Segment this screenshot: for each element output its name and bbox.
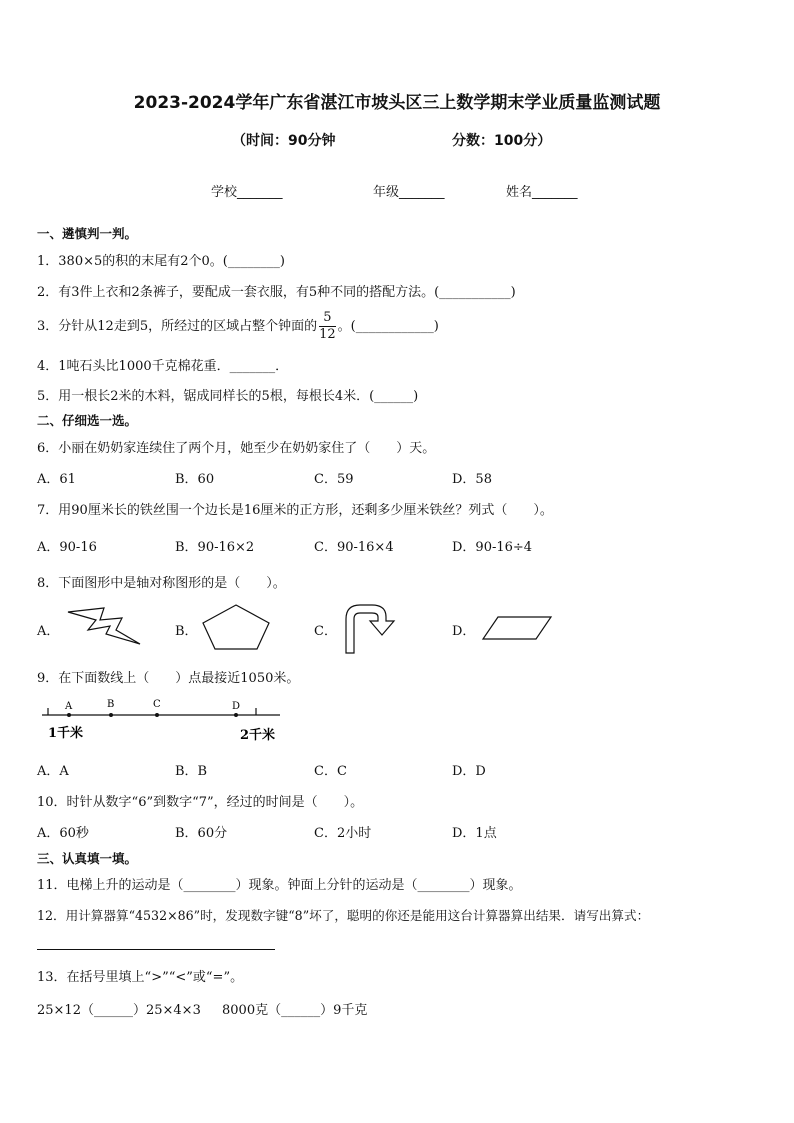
q7-option-a: A．90-16 [37,540,97,555]
question-8: 8．下面图形中是轴对称图形的是（ ）。 [37,576,286,591]
question-3-text: 3．分针从12走到5，所经过的区域占整个钟面的 [37,319,318,334]
section-1-heading: 一、遴慎判一判。 [37,226,138,241]
exam-time: （时间：90分钟 [232,133,336,149]
number-line [40,697,285,745]
q6-option-b: B．60 [175,472,215,487]
question-13-part-a: 25×12（______）25×4×3 [37,1003,201,1018]
q9-option-d: D．D [452,764,486,779]
school-field: 学校_______ [211,185,283,200]
question-4: 4．1吨石头比1000千克棉花重．_______． [37,359,289,374]
q8-option-a: A． [37,624,60,639]
q9-option-b: B．B [175,764,208,779]
section-2-heading: 二、仔细选一选。 [37,413,138,428]
question-13: 13．在括号里填上“>”“<”或“=”。 [37,970,244,985]
q10-option-b: B．60分 [175,826,228,841]
q6-option-d: D．58 [452,472,492,487]
pentagon-shape [200,603,272,651]
question-1: 1．380×5的积的末尾有2个0。(________) [37,254,285,269]
q10-option-c: C．2小时 [314,826,372,841]
fraction [319,310,336,343]
question-6: 6．小丽在奶奶家连续住了两个月，她至少在奶奶家住了（ ）天。 [37,441,436,456]
question-9: 9．在下面数线上（ ）点最接近1050米。 [37,671,300,686]
question-10: 10．时针从数字“6”到数字“7”，经过的时间是（ ）。 [37,795,364,810]
q9-option-a: A．A [37,764,69,779]
curved-arrow-shape [342,601,398,655]
q7-option-c: C．90-16×4 [314,540,394,555]
q8-option-d: D． [452,624,476,639]
point-d-label: D [232,701,241,712]
page-title: 2023-2024学年广东省湛江市坡头区三上数学期末学业质量监测试题 [133,93,661,113]
fraction-numerator: 5 [319,310,336,327]
fraction-denominator: 12 [319,327,336,342]
q6-option-a: A．61 [37,472,76,487]
question-2: 2．有3件上衣和2条裤子，要配成一套衣服，有5种不同的搭配方法。(___________) [37,285,516,300]
name-field: 姓名_______ [506,185,578,200]
section-3-heading: 三、认真填一填。 [37,851,138,866]
question-3-blank: 。(____________) [337,319,439,334]
q8-option-c: C． [314,624,337,639]
question-7: 7．用90厘米长的铁丝围一个边长是16厘米的正方形，还剩多少厘米铁丝？列式（ ）。 [37,503,553,518]
q7-option-b: B．90-16×2 [175,540,255,555]
point-c-label: C [153,699,161,710]
answer-line [37,949,275,950]
q10-option-a: A．60秒 [37,826,89,841]
point-b-label: B [107,699,115,710]
q6-option-c: C．59 [314,472,354,487]
q7-option-d: D．90-16÷4 [452,540,533,555]
q8-option-b: B． [175,624,198,639]
right-end-label: 2千米 [240,728,276,743]
lightning-shape [66,606,142,648]
question-5: 5．用一根长2米的木料，锯成同样长的5根，每根长4米．(______) [37,389,419,404]
question-13-part-b: 8000克（______）9千克 [222,1003,368,1018]
q10-option-d: D．1点 [452,826,497,841]
point-a-label: A [65,701,73,712]
parallelogram-shape [480,614,554,642]
question-11: 11．电梯上升的运动是（________）现象。钟面上分针的运动是（________）现象。 [37,878,522,893]
exam-score: 分数：100分） [452,133,552,149]
question-12: 12．用计算器算“4532×86”时，发现数字键“8”坏了，聪明的你还是能用这台计算器算出结果．请写出算式： [37,908,650,923]
question-3 [37,310,439,343]
q9-option-c: C．C [314,764,347,779]
grade-field: 年级_______ [373,185,445,200]
left-end-label: 1千米 [48,726,84,741]
